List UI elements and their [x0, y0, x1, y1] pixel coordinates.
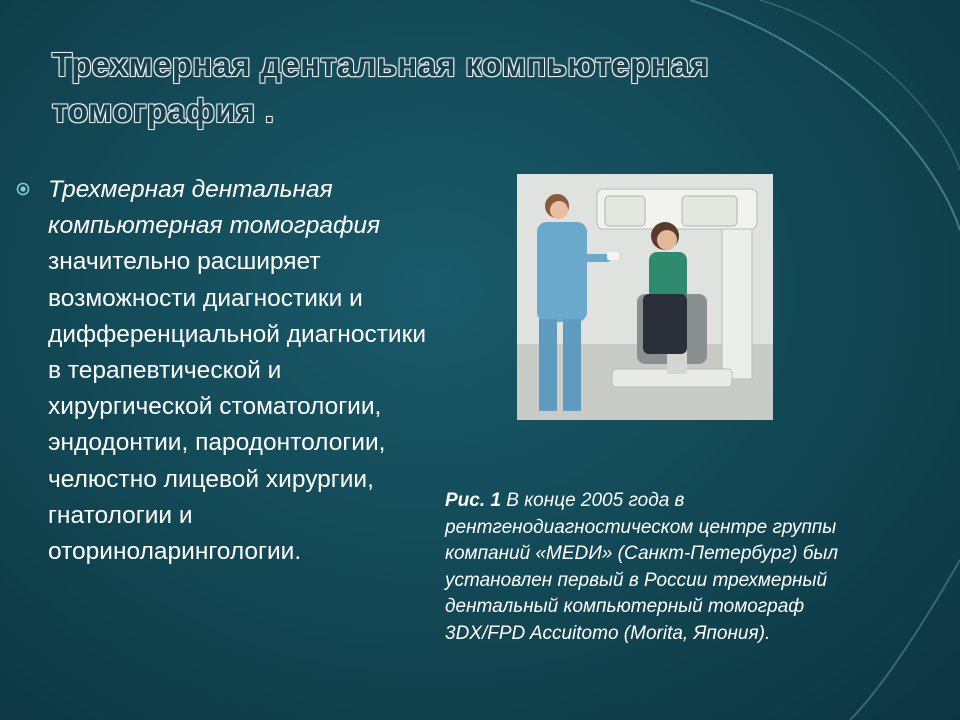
caption-text: В конце 2005 года в рентгенодиагностическом центре группы компаний «MEDИ» (Санкт-Петербург) был установлен первый в России трехмерный дентальный компьютерный томограф 3DX/FPD Accuitomo (Morita, Япония).: [445, 490, 839, 644]
circle-bullet-icon: [16, 182, 30, 196]
figure-caption: [445, 488, 885, 647]
slide-title: [52, 42, 812, 134]
title-line-2: томография .: [52, 92, 275, 129]
bullet-italic-term: Трехмерная дентальная компьютерная томография: [48, 176, 381, 240]
caption-label: Рис. 1: [445, 490, 501, 511]
bullet-paragraph: [48, 172, 433, 570]
dental-ct-scanner-photo: [517, 174, 773, 420]
bullet-text: значительно расширяет возможности диагностики и дифференциальной диагностики в терапевтической и хирургической стоматологии, эндодонтии, пародонтологии, челюстно лицевой хирургии, гнатологии и оториноларингологии.: [48, 248, 427, 566]
title-line-1: Трехмерная дентальная компьютерная: [52, 46, 709, 83]
photo-illustration: [517, 174, 773, 420]
